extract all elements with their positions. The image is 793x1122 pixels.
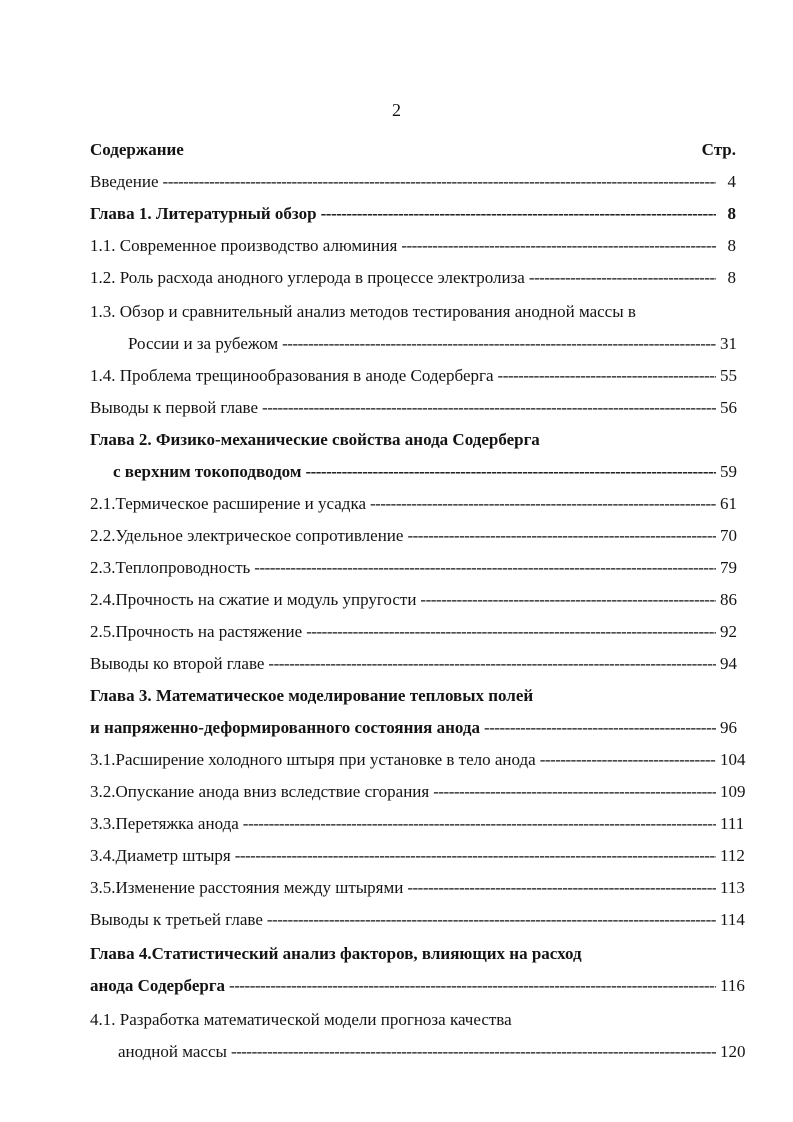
section-number: 2.5. (90, 622, 116, 641)
toc-entry-page: 92 (720, 622, 737, 641)
toc-entry-text: 1.2. Роль расхода анодного углерода в процессе электролиза (90, 268, 525, 287)
toc-entry (90, 846, 745, 872)
toc-entry-text: России и за рубежом (128, 334, 279, 353)
pages-label: Стр. (701, 140, 736, 159)
toc-entry-text: Изменение расстояния между штырями (115, 878, 404, 897)
dot-leader (235, 846, 716, 866)
section-number: 2.2. (90, 526, 116, 545)
toc-entry-text: Прочность на сжатие и модуль упругости (115, 590, 417, 609)
toc-chapter (90, 686, 736, 712)
toc-entry-text: Опускание анода вниз вследствие сгорания (115, 782, 430, 801)
toc-entry (90, 526, 736, 552)
dot-leader (433, 782, 716, 802)
toc-entry-page: 8 (727, 236, 736, 255)
toc-entry-continuation (118, 1042, 746, 1068)
toc-chapter-continuation (90, 976, 745, 1002)
toc-entry-text: Удельное электрическое сопротивление (115, 526, 404, 545)
toc-entry (90, 1010, 736, 1036)
dot-leader (540, 750, 716, 770)
toc-entry-text: Глава 2. Физико-механические свойства анода Содерберга (90, 430, 540, 449)
dot-leader (254, 558, 716, 578)
dot-leader (498, 366, 716, 386)
toc-entry-page: 79 (720, 558, 737, 577)
toc-chapter (90, 204, 736, 230)
dot-leader (407, 878, 716, 898)
toc-entry-page: 109 (720, 782, 746, 801)
toc-entry (90, 268, 736, 294)
toc-entry-text: 1.3. Обзор и сравнительный анализ методов тестирования анодной массы в (90, 302, 636, 321)
toc-entry (90, 494, 736, 520)
toc-entry-continuation (128, 334, 736, 360)
toc-entry-text: Диаметр штыря (115, 846, 231, 865)
toc-entry-page: 59 (720, 462, 737, 481)
section-number: 3.2. (90, 782, 116, 801)
toc-entry (90, 622, 736, 648)
toc-entry (90, 302, 736, 328)
toc-header (90, 140, 736, 166)
dot-leader (229, 976, 716, 996)
toc-entry-page: 94 (720, 654, 737, 673)
toc-entry-text: Прочность на растяжение (115, 622, 303, 641)
toc-entry (90, 782, 746, 808)
toc-entry-page: 61 (720, 494, 737, 513)
toc-entry-page: 56 (720, 398, 737, 417)
section-number: 2.3. (90, 558, 116, 577)
toc-entry (90, 814, 745, 840)
section-number: 2.4. (90, 590, 116, 609)
section-number: 3.5. (90, 878, 116, 897)
dot-leader (306, 622, 716, 642)
toc-entry-page: 114 (720, 910, 745, 929)
toc-entry-text: Выводы к первой главе (90, 398, 259, 417)
section-number: 3.4. (90, 846, 116, 865)
toc-entry-text: 1.4. Проблема трещинообразования в аноде Содерберга (90, 366, 494, 385)
toc-entry-page: 4 (727, 172, 736, 191)
section-number: 3.1. (90, 750, 116, 769)
dot-leader (370, 494, 716, 514)
toc-entry-text: Глава 1. Литературный обзор (90, 204, 317, 223)
dot-leader (305, 462, 716, 482)
toc-entry-text: Выводы к третьей главе (90, 910, 263, 929)
dot-leader (484, 718, 716, 738)
toc-entry-text: Расширение холодного штыря при установке в тело анода (115, 750, 536, 769)
toc-entry-page: 112 (720, 846, 745, 865)
toc-entry-page: 120 (720, 1042, 746, 1061)
dot-leader (243, 814, 716, 834)
toc-entry-page: 86 (720, 590, 737, 609)
toc-entry-page: 70 (720, 526, 737, 545)
dot-leader (262, 398, 716, 418)
toc-entry-page: 113 (720, 878, 745, 897)
toc-entry (90, 366, 736, 392)
dot-leader (401, 236, 716, 256)
toc-entry (90, 398, 736, 424)
dot-leader (268, 654, 716, 674)
toc-entry-text: Термическое расширение и усадка (115, 494, 367, 513)
toc-entry-text: Глава 3. Математическое моделирование тепловых полей (90, 686, 534, 705)
dot-leader (407, 526, 716, 546)
toc-entry (90, 590, 736, 616)
toc-entry (90, 654, 736, 680)
toc-entry-text: анода Содерберга (90, 976, 226, 995)
toc-entry-page: 8 (727, 204, 736, 223)
dot-leader (529, 268, 716, 288)
dot-leader (282, 334, 716, 354)
toc-entry-text: 4.1. Разработка математической модели прогноза качества (90, 1010, 512, 1029)
toc-entry-page: 104 (720, 750, 746, 769)
toc-entry (90, 878, 745, 904)
toc-chapter-continuation (113, 462, 736, 488)
toc-chapter-continuation (90, 718, 736, 744)
toc-entry (90, 558, 736, 584)
toc-entry-page: 55 (720, 366, 737, 385)
dot-leader (321, 204, 716, 224)
toc-entry-text: с верхним токоподводом (113, 462, 302, 481)
toc-chapter (90, 430, 736, 456)
toc-entry (90, 236, 736, 262)
toc-entry-text: 1.1. Современное производство алюминия (90, 236, 398, 255)
toc-entry-text: Выводы ко второй главе (90, 654, 265, 673)
dot-leader (231, 1042, 716, 1062)
toc-chapter (90, 944, 736, 970)
toc-entry-page: 96 (720, 718, 737, 737)
toc-entry (90, 750, 746, 776)
toc-entry-text: Глава 4.Статистический анализ факторов, влияющих на расход (90, 944, 582, 963)
toc-entry (90, 910, 745, 936)
dot-leader (267, 910, 716, 930)
toc-title: Содержание (90, 140, 184, 159)
toc-entry-page: 111 (720, 814, 745, 833)
toc-entry-page: 31 (720, 334, 737, 353)
toc-entry-text: и напряженно-деформированного состояния анода (90, 718, 481, 737)
toc-entry-text: Теплопроводность (115, 558, 251, 577)
dot-leader (420, 590, 716, 610)
toc-entry-text: Введение (90, 172, 159, 191)
toc-entry-page: 116 (720, 976, 745, 995)
toc-entry-text: Перетяжка анода (115, 814, 239, 833)
dot-leader (163, 172, 716, 192)
section-number: 3.3. (90, 814, 116, 833)
section-number: 2.1. (90, 494, 116, 513)
page-number: 2 (392, 100, 401, 120)
toc-entry-page: 8 (727, 268, 736, 287)
toc-entry (90, 172, 736, 198)
toc-entry-text: анодной массы (118, 1042, 227, 1061)
